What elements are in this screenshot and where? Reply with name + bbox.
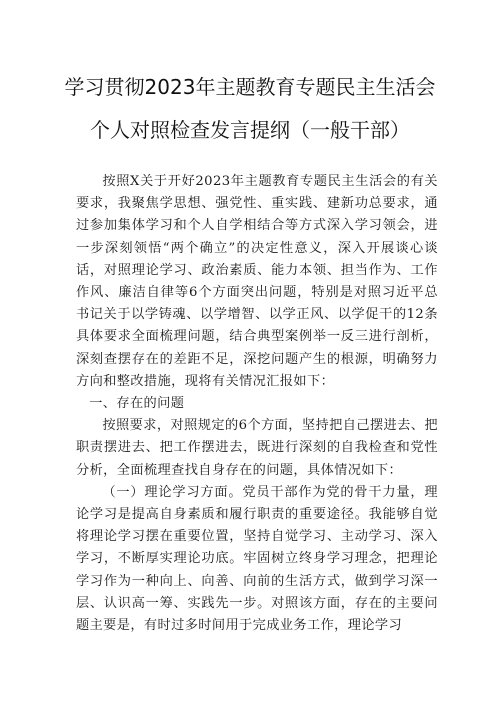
intro-paragraph: 按照X关于开好2023年主题教育专题民主生活会的有关要求，我聚焦学思想、强党性、重实践、建新功总要求，通过参加集体学习和个人自学相结合等方式深入学习领会，进一步深刻领悟“两个确立”的决定性意义，深入开展谈心谈话，对照理论学习、政治素质、能力本领、担当作为、工作作风、廉洁自律等6个方面突出问题，特别是对照习近平总书记关于以学铸魂、以学增智、以学正风、以学促干的12条具体要求全面梳理问题，结合典型案例举一反三进行剖析，深刻查摆存在的差距不足，深挖问题产生的根源，明确努力方向和整改措施，现将有关情况汇报如下： xyxy=(76,174,438,389)
problems-intro-paragraph: 按照要求，对照规定的6个方面，坚持把自己摆进去、把职责摆进去、把工作摆进去，既进行深刻的自我检查和党性分析，全面梳理查找自身存在的问题，具体情况如下： xyxy=(76,418,438,478)
document-body xyxy=(76,171,438,637)
theory-study-paragraph: （一）理论学习方面。党员干部作为党的骨干力量，理论学习是提高自身素质和履行职责的重要途径。我能够自觉将理论学习摆在重要位置，坚持自觉学习、主动学习、深入学习，不断厚实理论功底。牢固树立终身学习理念，把理论学习作为一种向上、向善、向前的生活方式，做到学习深一层、认识高一筹、实践先一步。对照该方面，存在的主要问题主要是，有时过多时间用于完成业务工作，理论学习 xyxy=(76,484,438,634)
document-title-line-2: 个人对照检查发言提纲（一般干部） xyxy=(90,118,410,142)
section-heading-problems: 一、存在的问题 xyxy=(89,396,185,412)
document-title-line-1: 学习贯彻2023年主题教育专题民主生活会 xyxy=(64,75,436,99)
